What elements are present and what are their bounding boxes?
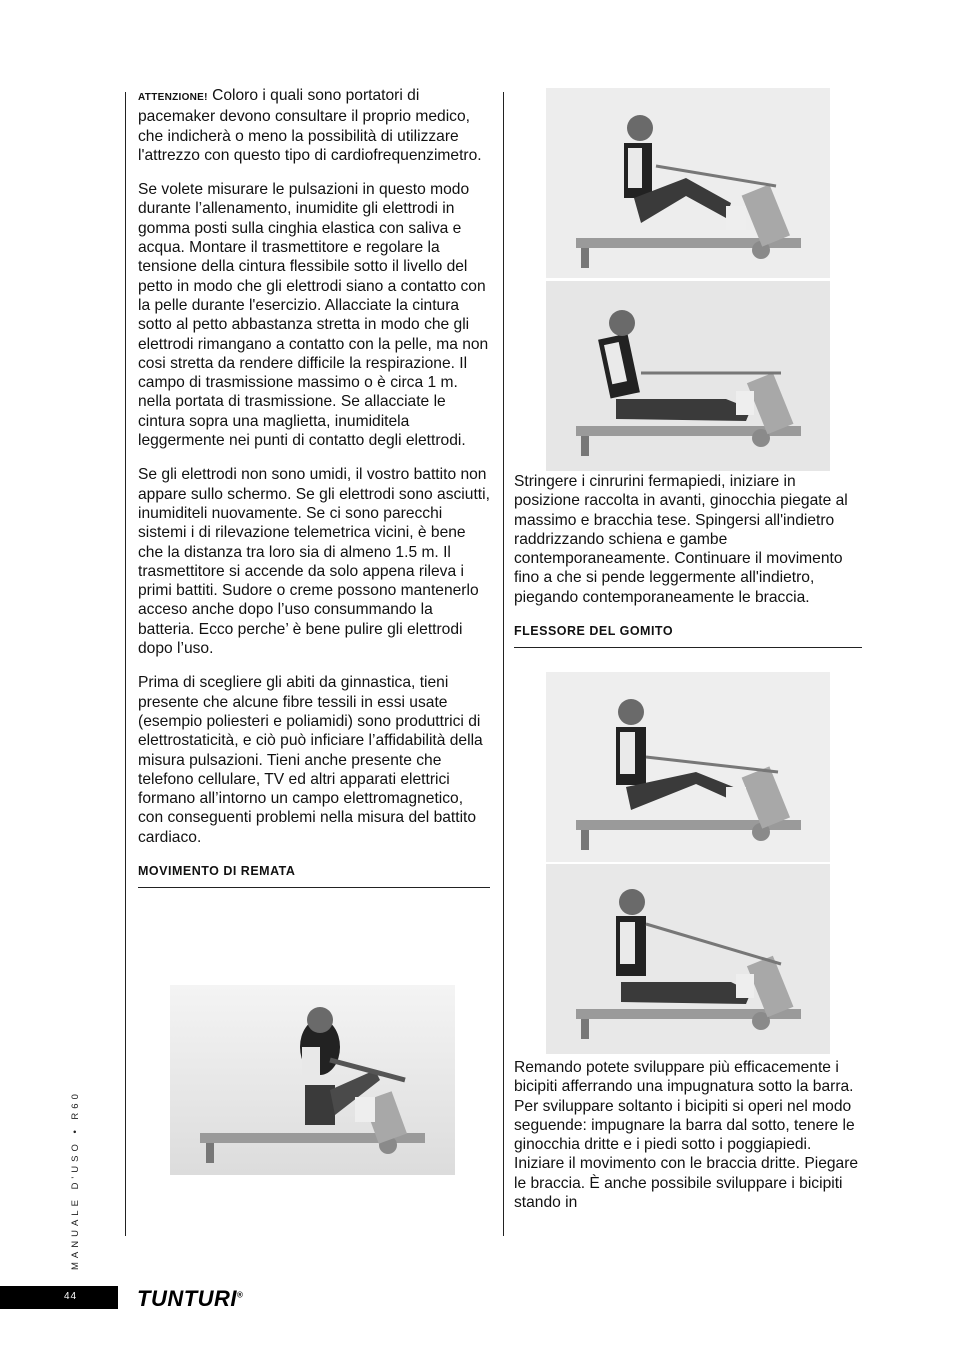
heading-rowing-movement: MOVIMENTO DI REMATA xyxy=(138,862,490,888)
paragraph-electrodes: Se volete misurare le pulsazioni in questo modo durante l’allenamento, inumidite gli elettrodi in gomma posti sulla cinghia elastica con saliva e acqua. Montare il trasmettitore e regolare la tensione della cintura flessibile sotto il livello del petto in modo che gli elettrodi siano a contatto con la pelle durante l'esercizio. Allacciate la cintura sotto al petto abbastanza stretta in modo che gli elettrodi rimangano a contatto con la pelle, ma non cosi stretta da rendere difficile la respirazione. Il campo di trasmissione massimo o è circa 1 m. nella portata di trasmissione. Se allacciate le cintura sopra una maglietta, inumiditela leggermente nei punti di contatto degli elettrodi. xyxy=(138,181,489,450)
heading-elbow-flexor: FLESSORE DEL GOMITO xyxy=(514,622,862,648)
left-margin-rule xyxy=(125,92,126,1236)
warning-label: ATTENZIONE! xyxy=(138,92,208,103)
logo-registered-mark: ® xyxy=(237,1290,244,1300)
tunturi-logo xyxy=(137,1286,243,1312)
paragraph-clothing: Prima di scegliere gli abiti da ginnastica, tieni presente che alcune fibre tessili in essi usate (esempio poliesteri e poliamidi) sono produttrici di elettrostaticità, e ciò può inficiare l’affidabilità della misura pulsazioni. Tieni anche presente che telefono cellulare, TV ed altri apparati elettrici formano all’intorno un campo elettromagnetico, con conseguenti problemi nella misura del battito cardiaco. xyxy=(138,674,483,846)
photo-elbow-flexor-start xyxy=(546,672,830,862)
photo-rowing-finish xyxy=(546,281,830,471)
photo-rowing-start xyxy=(546,88,830,278)
column-divider-rule xyxy=(503,92,504,1236)
page-number: 44 xyxy=(64,1291,78,1302)
paragraph-rowing-instructions: Stringere i cinrurini fermapiedi, iniziare in posizione raccolta in avanti, ginocchia piegate al massimo e bracchia tese. Spingersi all'indietro raddrizzando schiena e gambe contemporaneamente. Continuare il movimento fino a che si pende leggermente all'indietro, piegando contemporaneamente le braccia. xyxy=(514,473,848,606)
footer-black-bar xyxy=(0,1286,118,1309)
photo-elbow-flexor-finish xyxy=(546,864,830,1054)
left-column xyxy=(138,86,490,892)
right-column-rowing-text xyxy=(514,472,862,652)
right-column-elbow-text xyxy=(514,1058,862,1227)
paragraph-elbow-instructions: Remando potete sviluppare più efficacemente i bicipiti afferrando una impugnatura sotto la barra. Per sviluppare soltanto i bicipiti si operi nel modo seguende: impugnare la barra dal sotto, tenere le ginocchia dritte e i piedi sotto i poggiapiedi. Iniziare il movimento con le braccia dritte. Piegare le braccia. È anche possibile sviluppare i bicipiti stando in xyxy=(514,1059,859,1212)
paragraph-moisture: Se gli elettrodi non sono umidi, il vostro battito non appare sullo schermo. Se gli elettrodi sono asciutti, inumiditeli nuovamente. Se ci sono parecchi sistemi i di rilevazione telemetrica vicini, è bene che la distanza tra loro sia di almeno 1.5 m. Il trasmettitore si accende da solo appena rileva i primi battiti. Sudore o creme possono mantenerlo acceso anche dopo l’uso consummando la batteria. Ecco perche’ è bene pulire gli elettrodi dopo l’uso. xyxy=(138,466,490,658)
photo-rowing-catch xyxy=(170,985,455,1175)
side-label-manual: MANUALE D'USO • R60 xyxy=(70,1090,81,1270)
logo-text: TUNTURI xyxy=(137,1286,238,1311)
warning-text: Coloro i quali sono portatori di pacemaker devono consultare il proprio medico, che indicherà o meno la possibilità di utilizzare l'attrezzo con questo tipo di cardiofrequenzimetro. xyxy=(138,87,482,164)
warning-paragraph xyxy=(138,86,490,165)
